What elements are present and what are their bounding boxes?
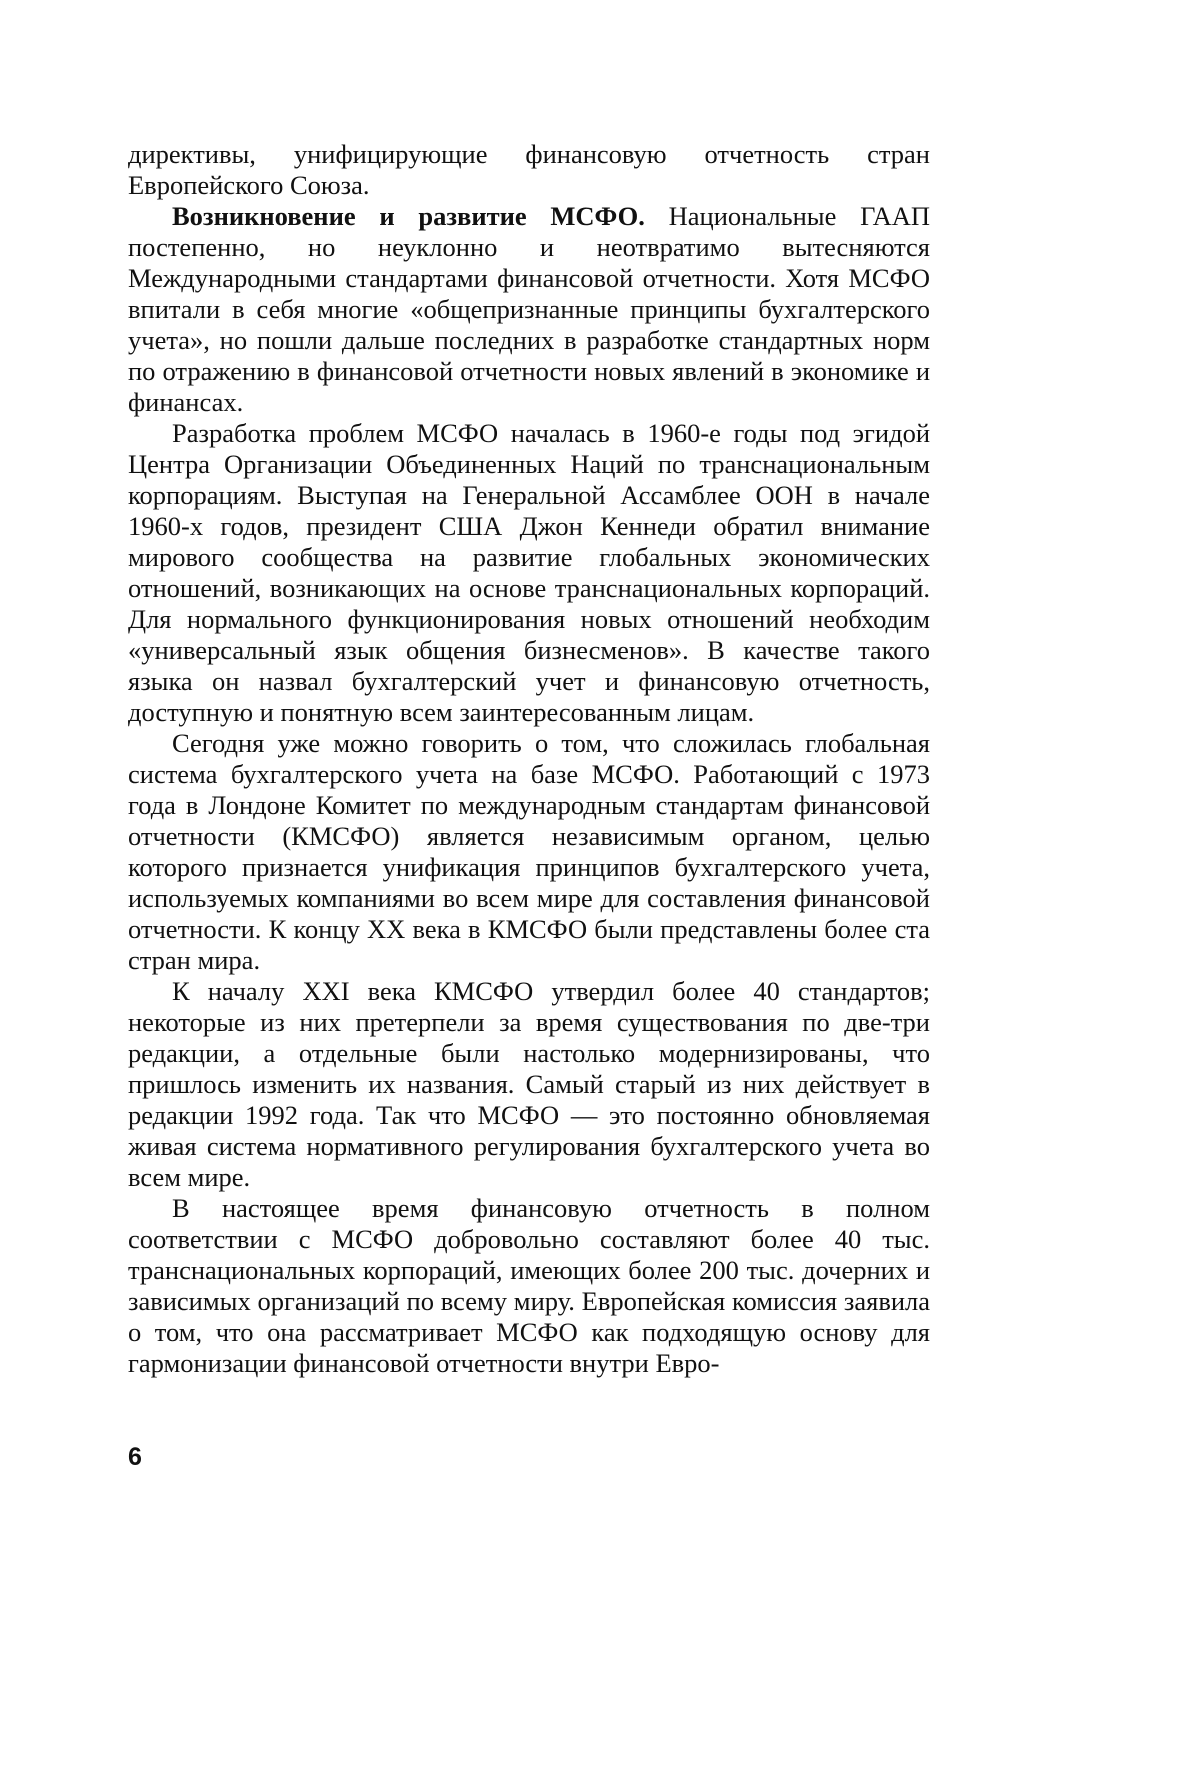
paragraph-text: Разработка проблем МСФО началась в 1960-е годы под эгидой Центра Организации Объединенных Наций по транснациональным корпорациям. Выступая на Генеральной Ассамблее ООН в начале 1960-х годов, президент США Джон Кеннеди обратил внимание мирового сообщества на развитие глобальных экономических отношений, возникающих на основе транснациональных корпораций. Для нормального функционирования новых отношений необходим «универсальный язык общения бизнесменов». В качестве такого языка он назвал бухгалтерский учет и финансовую отчетность, доступную и понятную всем заинтересованным лицам. [128,418,930,727]
body-text [128,139,930,1379]
paragraph-ifrs-origin [128,201,930,418]
paragraph-current-state [128,1193,930,1379]
paragraph-text: В настоящее время финансовую отчетность в полном соответствии с МСФО добровольно составляют более 40 тыс. транснациональных корпораций, имеющих более 200 тыс. дочерних и зависимых организаций по всему миру. Европейская комиссия заявила о том, что она рассматривает МСФО как подходящую основу для гармонизации финансовой отчетности внутри Евро- [128,1193,930,1378]
paragraph-text: К началу XXI века КМСФО утвердил более 40 стандартов; некоторые из них претерпели за время существования по две-три редакции, а отдельные были настолько модернизированы, что пришлось изменить их названия. Самый старый из них действует в редакции 1992 года. Так что МСФО — это постоянно обновляемая живая система нормативного регулирования бухгалтерского учета во всем мире. [128,976,930,1192]
page-number: 6 [128,1443,142,1471]
paragraph-text: Сегодня уже можно говорить о том, что сложилась глобальная система бухгалтерского учета на базе МСФО. Работающий с 1973 года в Лондоне Комитет по международным стандартам финансовой отчетности (КМСФО) является независимым органом, целью которого признается унификация принципов бухгалтерского учета, используемых компаниями во всем мире для составления финансовой отчетности. К концу XX века в КМСФО были представлены более ста стран мира. [128,728,930,975]
paragraph-continuation [128,139,930,201]
paragraph-global-system [128,728,930,976]
paragraph-text: Национальные ГААП постепенно, но неуклонно и неотвратимо вытесняются Международными стандартами финансовой отчетности. Хотя МСФО впитали в себя многие «общепризнанные принципы бухгалтерского учета», но пошли дальше последних в разработке стандартных норм по отражению в финансовой отчетности новых явлений в экономике и финансах. [128,201,930,417]
paragraph-text: директивы, унифицирующие финансовую отчетность стран Европейского Союза. [128,139,930,200]
paragraph-ifrs-history [128,418,930,728]
paragraph-standards-count [128,976,930,1193]
paragraph-lead-heading: Возникновение и развитие МСФО. [172,201,645,231]
